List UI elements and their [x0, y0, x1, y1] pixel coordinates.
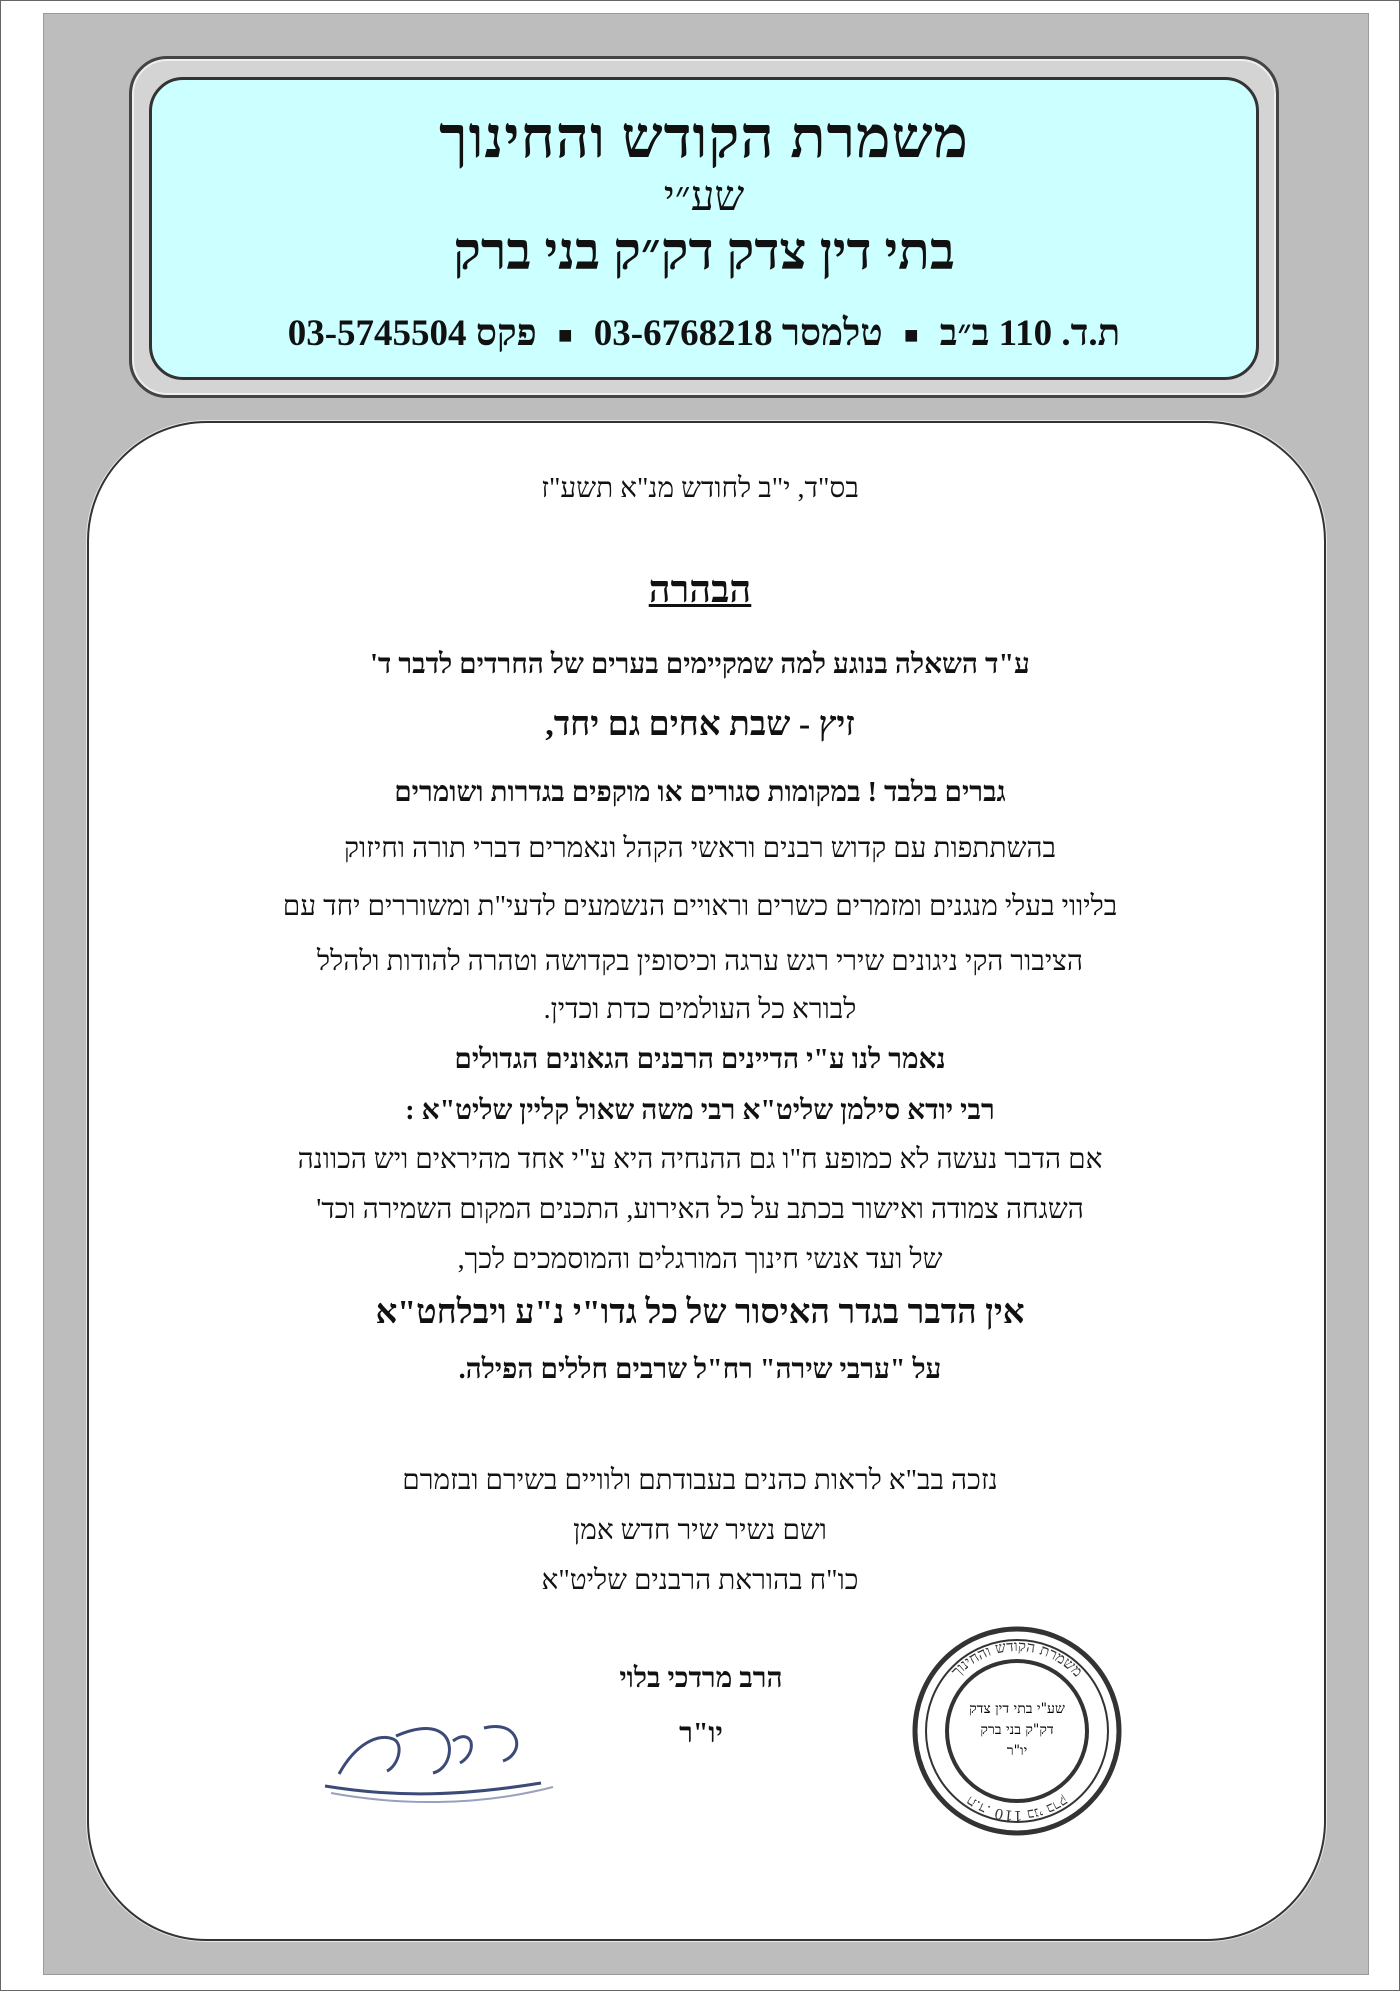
contact-line: [152, 312, 1256, 355]
document-line: ע"ד השאלה בנוגע למה שמקיימים בערים של החרדים לדבר ד': [370, 649, 1030, 680]
separator-square-icon: ■: [558, 323, 573, 350]
organization-title: משמרת הקודש והחינוך: [439, 105, 969, 170]
letterhead: [149, 77, 1259, 380]
document-line: אם הדבר נעשה לא כמופע ח"ו גם ההנחיה היא ע"י אחד מהיראים ויש הכוונה: [297, 1144, 1103, 1175]
document-line: זיץ - שבת אחים גם יחד,: [545, 706, 855, 743]
document-line: בהשתתפות עם קדוש רבנים וראשי הקהל ונאמרים דברי תורה וחיזוק: [343, 833, 1057, 864]
document-line: של ועד אנשי חינוך המורגלים והמוסמכים לכך,: [457, 1244, 943, 1275]
document-line: רבי יודא סילמן שליט"א רבי משה שאול קליין שליט"א :: [405, 1095, 995, 1126]
closing-line: נזכה בב"א לראות כהנים בעבודתם ולוויים בשירם ובזמרם: [402, 1465, 998, 1496]
document-line: על "ערבי שירה" רח"ל שרבים חללים הפילה.: [458, 1354, 942, 1385]
stamp-bottom-text: ת.ד. 110 בני ברק: [963, 1792, 1071, 1824]
handwritten-signature: [301, 1681, 561, 1821]
document-line: בליווי בעלי מנגנים ומזמרים כשרים וראויים הנשמעים לדעי"ת ומשוררים יחד עם: [282, 891, 1118, 922]
signer-role: יו"ר: [679, 1718, 723, 1749]
telemessage-number: טלמסר 03-6768218: [593, 313, 883, 354]
stamp-inner-line-1: שע"י בתי דין צדק: [969, 1701, 1065, 1717]
po-box: ת.ד. 110 ב״ב: [939, 313, 1121, 354]
court-title: בתי דין צדק דק״ק בני ברק: [453, 224, 955, 281]
document-line: הציבור הקי ניגונים שירי רגש ערגה וכיסופין בקדושה וטהרה להודות ולהלל: [317, 946, 1083, 977]
document-line: נאמר לנו ע"י הדיינים הרבנים הגאונים הגדולים: [454, 1044, 946, 1075]
stamp-inner-line-3: יו"ר: [1006, 1743, 1028, 1759]
document-date: בס"ד, י"ב לחודש מנ"א תשע"ז: [541, 473, 859, 504]
stamp-outer-text: משמרת הקודש והחינוך: [947, 1636, 1087, 1681]
official-stamp: [907, 1621, 1127, 1841]
document-line: גברים בלבד ! במקומות סגורים או מוקפים בגדרות ושומרים: [394, 777, 1006, 808]
document-line: אין הדבר בגדר האיסור של כל גדו"י נ"ע ויבלחט"א: [375, 1294, 1025, 1331]
document-line: השגחה צמודה ואישור בכתב על כל האירוע, התכנים המקום השמירה וכד': [316, 1194, 1084, 1225]
document-line: לבורא כל העולמים כדת וכדין.: [543, 994, 857, 1025]
closing-line: כו"ח בהוראת הרבנים שליט"א: [541, 1565, 859, 1596]
separator-square-icon: ■: [903, 323, 919, 350]
document-title: הבהרה: [648, 569, 752, 611]
stamp-inner-line-2: דק"ק בני ברק: [980, 1722, 1054, 1738]
organization-suffix: שע״י: [663, 174, 745, 220]
closing-line: ושם נשיר שיר חדש אמן: [573, 1515, 827, 1546]
signer-name: הרב מרדכי בלוי: [619, 1663, 783, 1694]
fax-number: פקס 03-5745504: [287, 313, 537, 354]
